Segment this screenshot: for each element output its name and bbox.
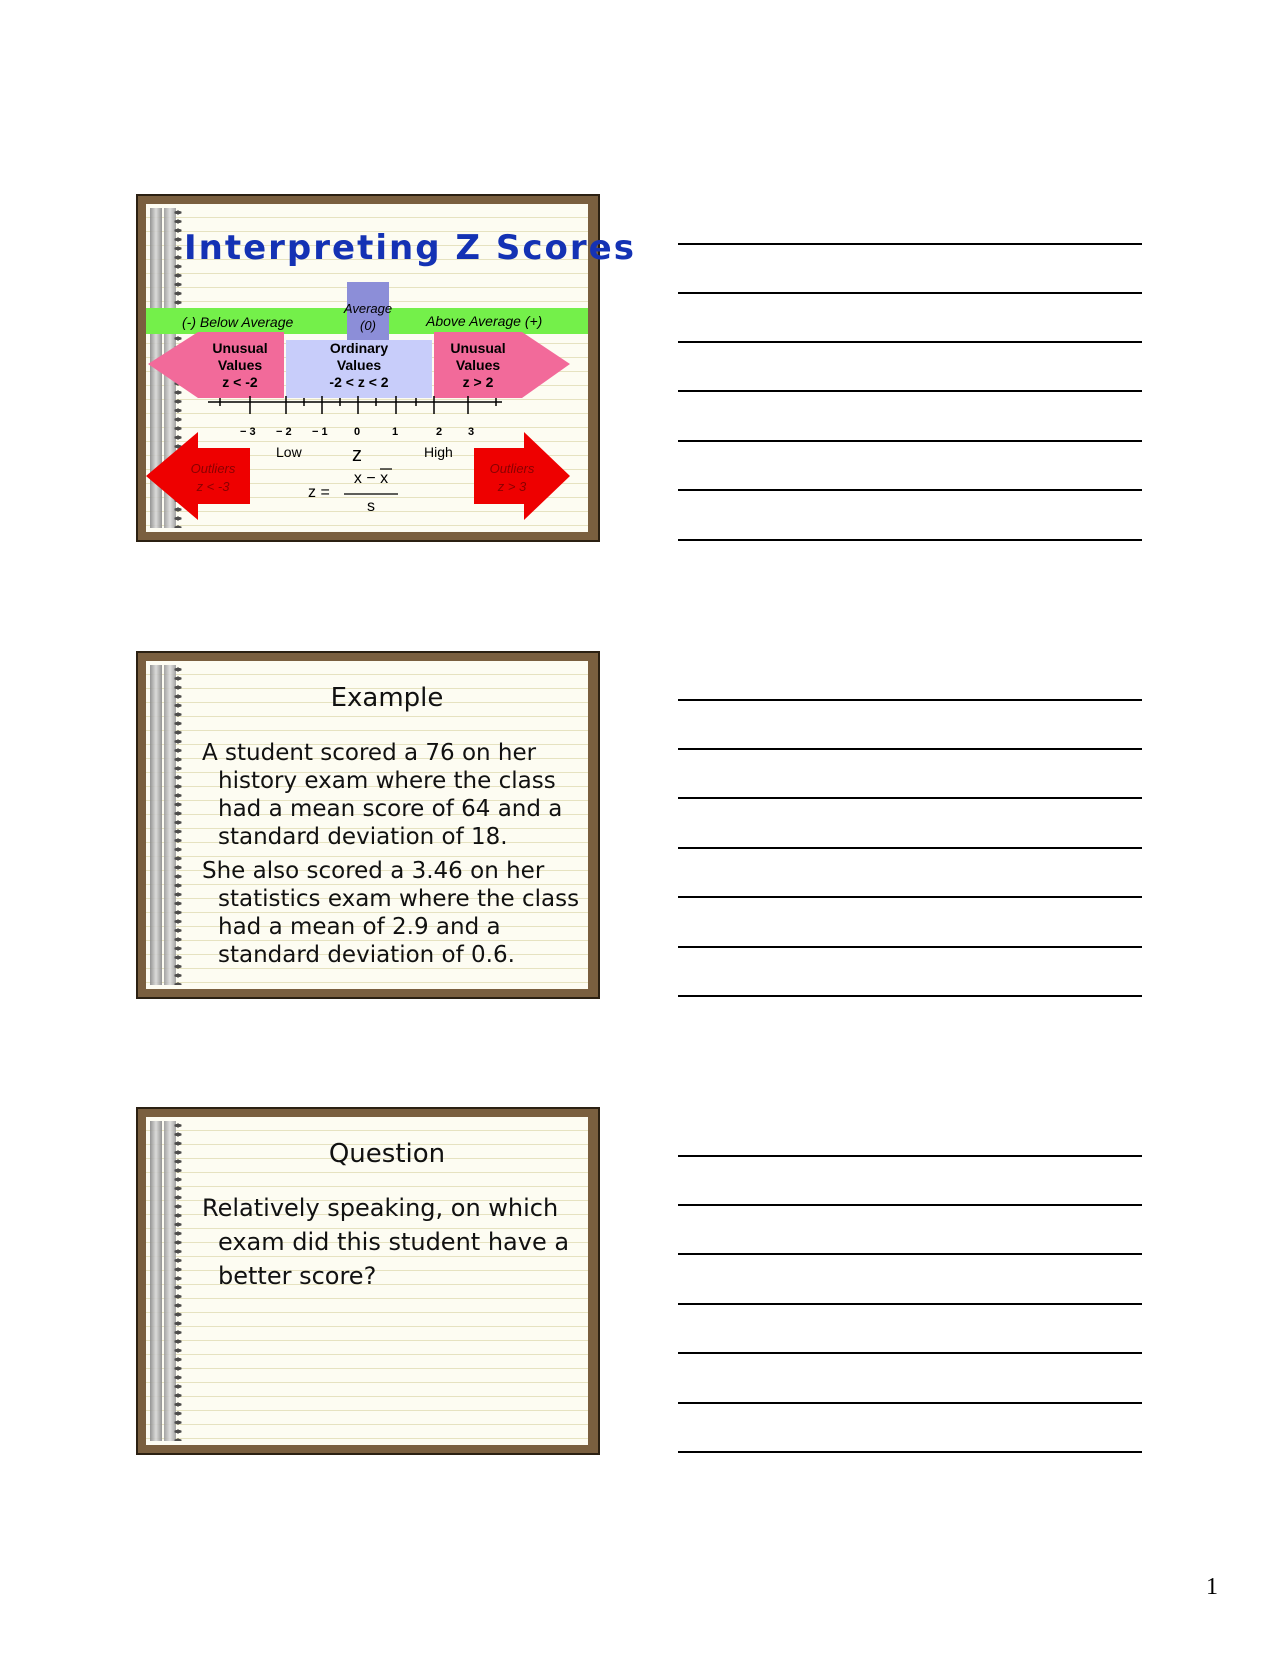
unusual-right-text: Unusual Values z > 2	[450, 340, 506, 390]
slide-question	[136, 1107, 600, 1455]
number-line-ticks	[220, 396, 496, 414]
high-label: High	[424, 444, 453, 460]
above-average-label: Above Average (+)	[426, 313, 543, 329]
notebook-spiral-icon	[148, 665, 182, 985]
outliers-right-text: Outliers z > 3	[489, 461, 535, 494]
example-paragraph-2: She also scored a 3.46 on her statistics exam where the class had a mean of 2.9 and a standard deviation of 0.6.	[202, 858, 580, 968]
ordinary-values-text: Ordinary Values -2 < z < 2	[329, 340, 389, 390]
question-paragraph: Relatively speaking, on which exam did this student have a better score?	[202, 1194, 570, 1290]
z-label: z	[352, 444, 362, 466]
unusual-left-text: Unusual Values z < -2	[212, 340, 268, 390]
example-paragraph-1: A student scored a 76 on her history exam where the class had a mean score of 64 and a standard deviation of 18.	[202, 740, 563, 850]
below-average-label: (-) Below Average	[182, 314, 294, 330]
slide-paper	[146, 1117, 588, 1445]
slide-heading: Example	[330, 683, 444, 713]
average-label: Average (0)	[343, 301, 393, 333]
tick-label: − 3	[240, 426, 256, 438]
tick-label: − 2	[276, 426, 292, 438]
slide-example	[136, 651, 600, 999]
slide-paper	[146, 204, 636, 532]
formula-numerator: x − x	[353, 470, 389, 487]
tick-label: 2	[436, 426, 443, 438]
formula-lhs: z =	[308, 484, 330, 501]
tick-label: 0	[354, 426, 361, 438]
slide-interpreting-z-scores	[136, 194, 636, 542]
tick-label: 1	[392, 426, 399, 438]
tick-label: − 1	[312, 426, 328, 438]
slide-heading: Question	[328, 1139, 446, 1169]
page-number: 1	[1206, 1574, 1218, 1600]
outliers-left-text: Outliers z < -3	[190, 461, 236, 494]
slide-title: Interpreting Z Scores	[184, 228, 636, 268]
notebook-spiral-icon	[148, 1121, 182, 1441]
tick-label: 3	[468, 426, 475, 438]
low-label: Low	[276, 444, 302, 460]
formula-denominator: s	[367, 498, 375, 515]
slide-paper	[146, 661, 588, 989]
